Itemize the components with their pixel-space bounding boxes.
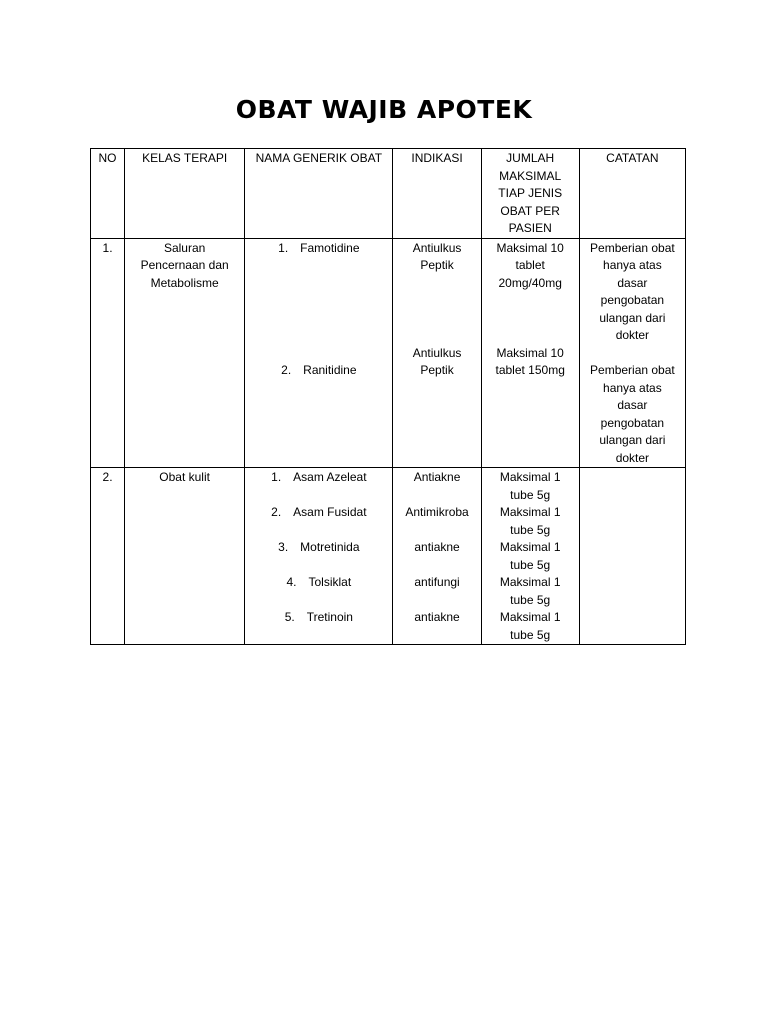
jumlah-line: tablet (515, 258, 545, 272)
table-row (91, 238, 686, 468)
row-nama-generik (245, 468, 393, 645)
drug-number: 5. (284, 610, 295, 624)
header-jumlah-line: JUMLAH (506, 151, 555, 165)
jumlah-line: Maksimal 1 (499, 505, 561, 519)
row-catatan (579, 468, 685, 645)
table-row (91, 468, 686, 645)
jumlah-line: Maksimal 10 (496, 240, 564, 255)
generic-drug-item (248, 574, 389, 592)
drug-table (90, 148, 686, 645)
catatan-line: dokter (615, 450, 650, 465)
indikasi-line: Antiakne (413, 470, 461, 484)
page-title: OBAT WAJIB APOTEK (235, 95, 533, 124)
header-indikasi: INDIKASI (393, 149, 481, 239)
jumlah-line: Maksimal 1 (499, 575, 561, 589)
drug-name: Famotidine (300, 240, 360, 255)
drug-name: Asam Fusidat (293, 505, 367, 519)
indikasi-line: Antimikroba (405, 505, 469, 519)
kelas-line: Obat kulit (159, 470, 210, 484)
header-jumlah-line: PASIEN (508, 221, 552, 235)
catatan-line: hanya atas (603, 380, 662, 395)
row-indikasi (393, 238, 481, 468)
header-catatan: CATATAN (579, 149, 685, 239)
generic-drug-item (248, 539, 389, 557)
jumlah-line: tube 5g (510, 522, 551, 537)
header-nama-generik: NAMA GENERIK OBAT (245, 149, 393, 239)
header-jumlah (481, 149, 579, 239)
indikasi-line: Antiulkus (412, 345, 462, 360)
jumlah-line: tube 5g (510, 557, 551, 572)
header-jumlah-line: TIAP JENIS (498, 186, 563, 200)
row-indikasi (393, 468, 481, 645)
drug-number: 1. (271, 470, 282, 484)
indikasi-line: antifungi (414, 575, 460, 589)
drug-number: 4. (286, 575, 297, 589)
drug-number: 1. (278, 240, 289, 255)
generic-drug-item (248, 240, 389, 258)
jumlah-line: Maksimal 1 (499, 610, 561, 624)
table-header-row (91, 149, 686, 239)
row-jumlah (481, 238, 579, 468)
row-nama-generik (245, 238, 393, 468)
jumlah-line: 20mg/40mg (498, 275, 562, 290)
row-kelas-terapi (125, 238, 245, 468)
catatan-line: dasar (617, 398, 648, 412)
drug-number: 2. (271, 505, 282, 519)
jumlah-line: tube 5g (510, 592, 551, 607)
jumlah-line: Maksimal 1 (499, 540, 561, 554)
catatan-line: Pemberian obat (590, 363, 675, 377)
row-no: 1. (91, 238, 125, 468)
kelas-line: Metabolisme (150, 275, 219, 290)
kelas-line: Pencernaan dan (140, 258, 229, 272)
header-jumlah-line: OBAT PER (500, 203, 560, 218)
drug-name: Motretinida (300, 540, 360, 554)
drug-name: Asam Azeleat (293, 470, 367, 484)
header-jumlah-line: MAKSIMAL (499, 168, 562, 183)
catatan-line: ulangan dari (599, 433, 666, 447)
jumlah-line: tube 5g (510, 627, 551, 642)
generic-drug-item (248, 469, 389, 487)
catatan-line: pengobatan (600, 293, 665, 307)
catatan-line: Pemberian obat (590, 240, 675, 255)
catatan-line: dokter (615, 328, 650, 342)
drug-name: Ranitidine (303, 363, 357, 377)
drug-number: 3. (278, 540, 289, 554)
catatan-line: dasar (617, 275, 648, 290)
indikasi-line: antiakne (414, 610, 460, 624)
jumlah-line: tablet 150mg (495, 363, 565, 377)
header-kelas-terapi: KELAS TERAPI (125, 149, 245, 239)
catatan-line: pengobatan (600, 415, 665, 430)
indikasi-line: Peptik (420, 363, 454, 377)
generic-drug-item (248, 504, 389, 522)
header-no: NO (91, 149, 125, 239)
row-no: 2. (91, 468, 125, 645)
catatan-line: ulangan dari (599, 310, 666, 325)
row-kelas-terapi (125, 468, 245, 645)
drug-number: 2. (281, 363, 292, 377)
indikasi-line: Peptik (420, 258, 454, 272)
row-catatan (579, 238, 685, 468)
drug-name: Tretinoin (306, 610, 353, 624)
kelas-line: Saluran (163, 240, 206, 255)
generic-drug-item (248, 362, 389, 380)
indikasi-line: antiakne (414, 540, 460, 554)
indikasi-line: Antiulkus (412, 240, 462, 255)
jumlah-line: Maksimal 1 (499, 470, 561, 484)
row-jumlah (481, 468, 579, 645)
jumlah-line: Maksimal 10 (496, 345, 564, 360)
drug-name: Tolsiklat (308, 575, 352, 589)
generic-drug-item (248, 609, 389, 627)
catatan-line: hanya atas (603, 258, 662, 272)
jumlah-line: tube 5g (510, 487, 551, 502)
